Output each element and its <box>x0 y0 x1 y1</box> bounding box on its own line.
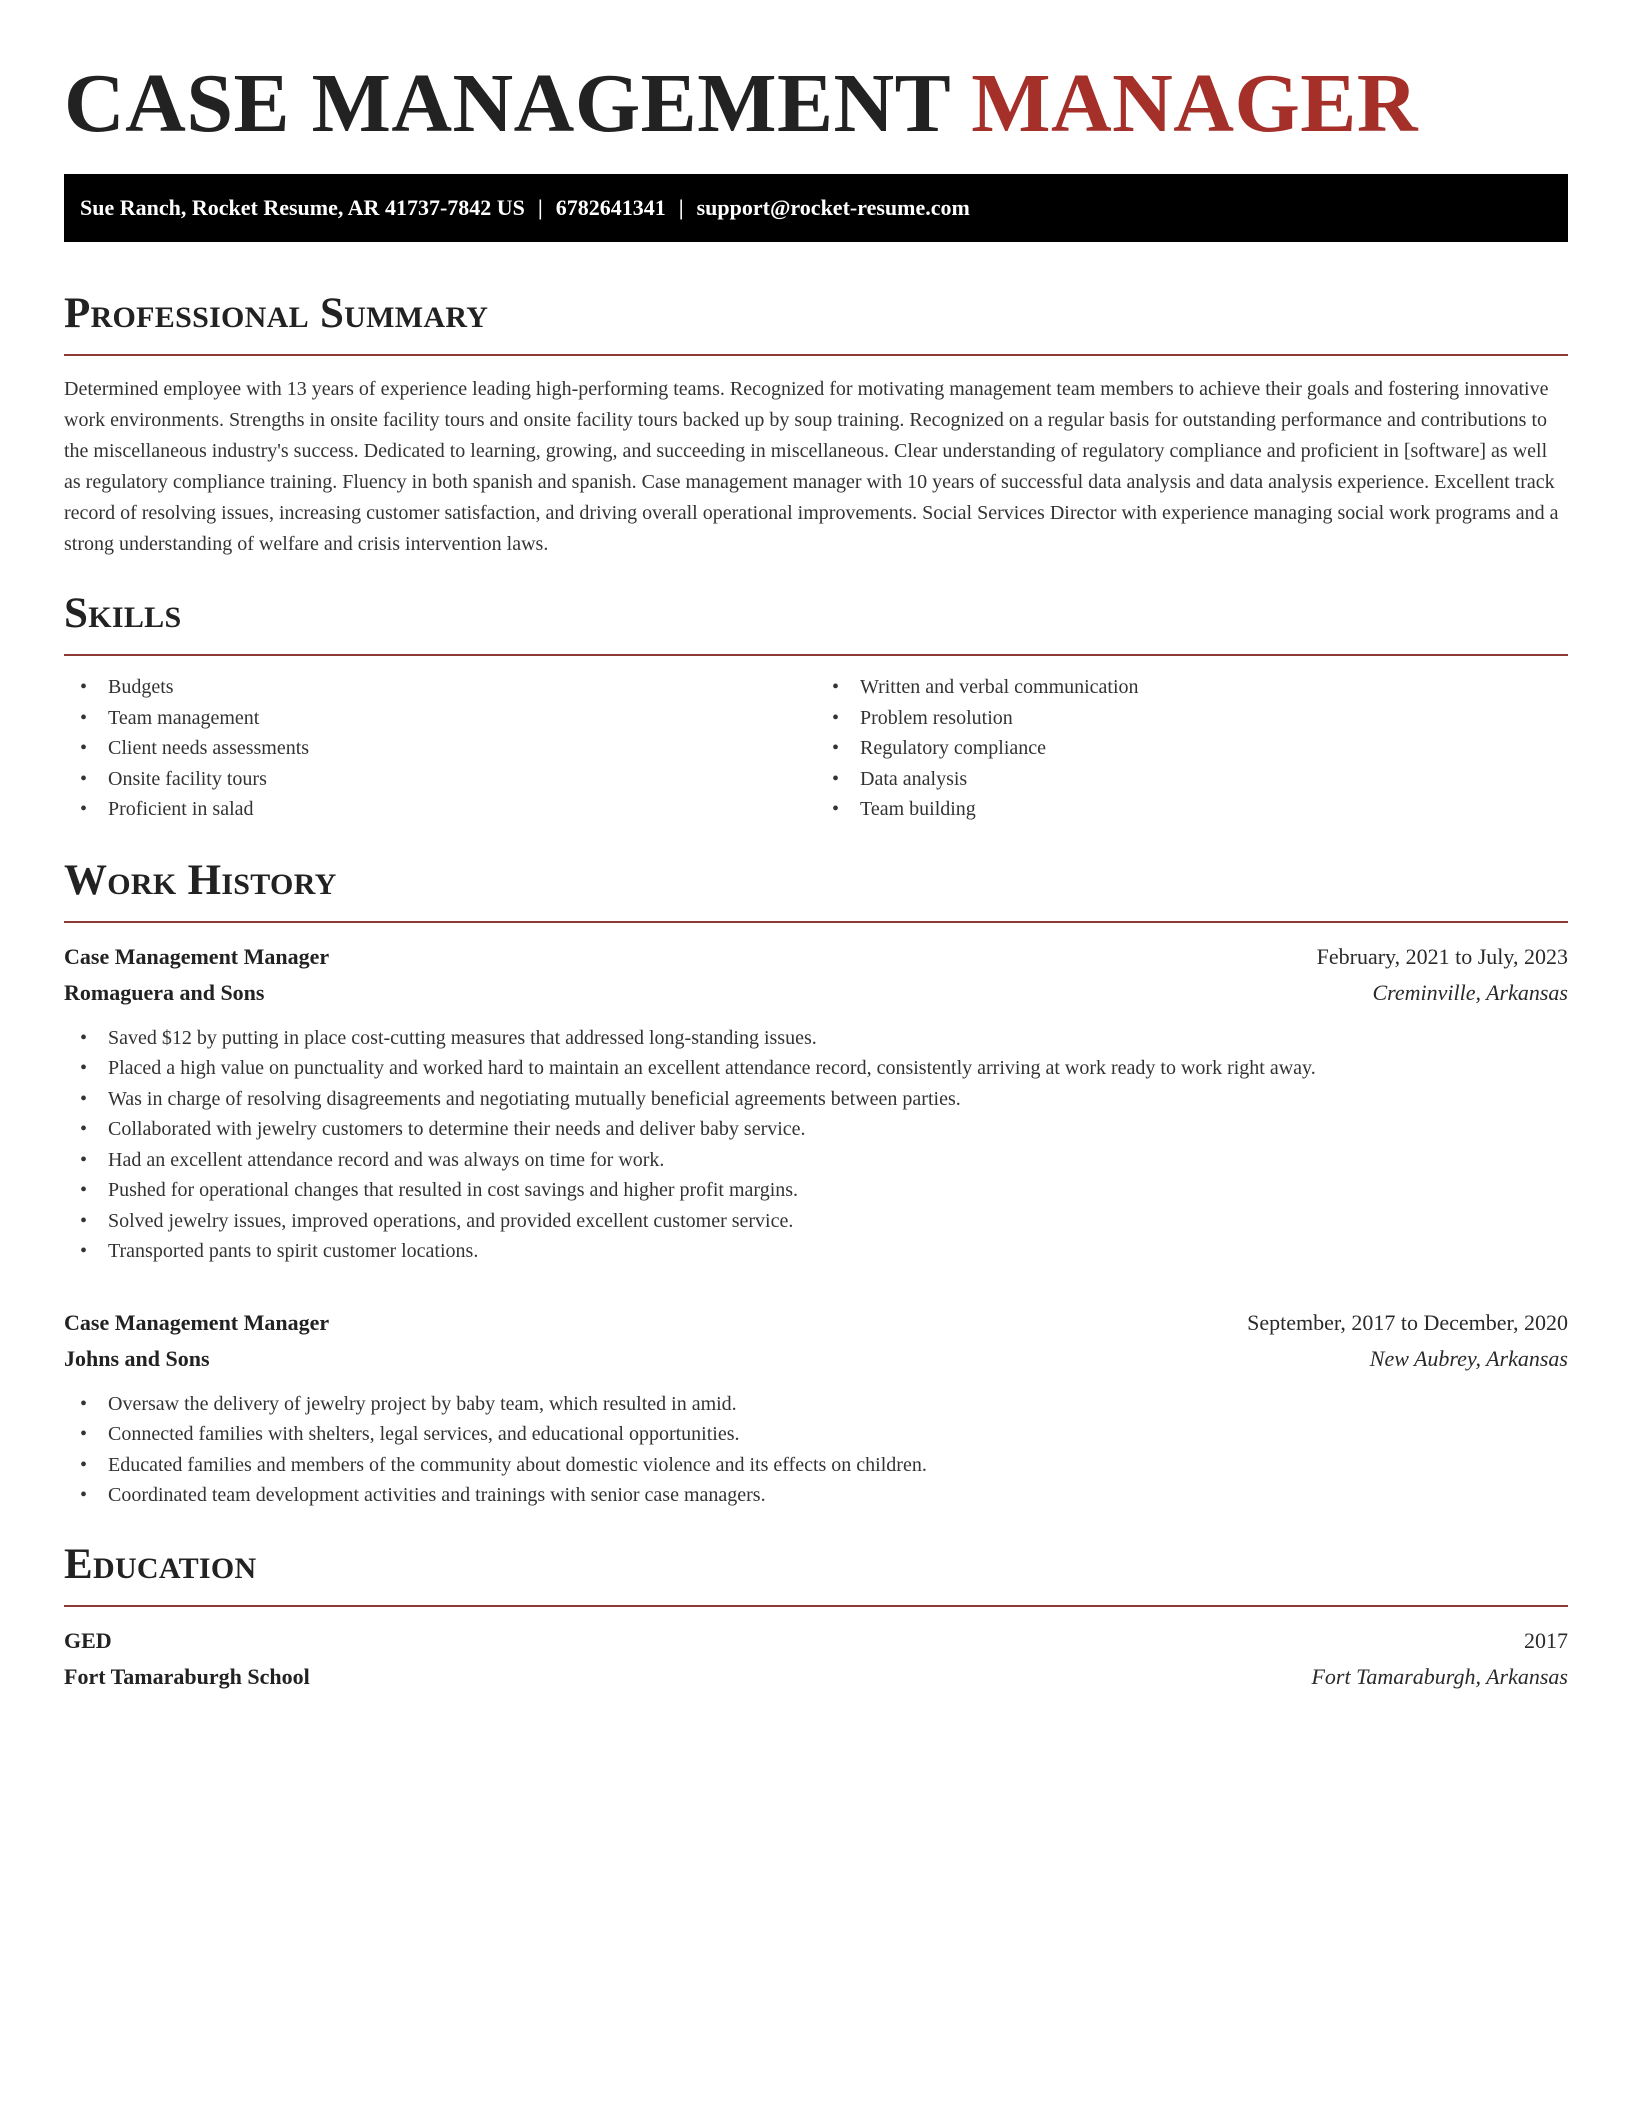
education-degree-row <box>64 1623 1568 1659</box>
skill-item: • Team building <box>816 794 1568 825</box>
summary-text: Determined employee with 13 years of experience leading high-performing teams. Recognized for motivating management team members to achieve their goals and fostering innovative work environments. Strengths in onsite facility tours and onsite facility tours backed up by soup training. Recognized on a regular basis for outstanding performance and contributions to the miscellaneous industry's success. Dedicated to learning, growing, and succeeding in miscellaneous. Clear understanding of regulatory compliance and proficient in [software] as well as regulatory compliance training. Fluency in both spanish and spanish. Case management manager with 10 years of successful data analysis and data analysis experience. Excellent track record of resolving issues, increasing customer satisfaction, and driving overall operational improvements. Social Services Director with experience managing social work programs and a strong understanding of welfare and crisis intervention laws. <box>64 378 1559 555</box>
job-dates: February, 2021 to July, 2023 <box>1316 943 1568 969</box>
skills-grid <box>64 672 1568 825</box>
job-location: New Aubrey, Arkansas <box>1369 1345 1568 1371</box>
section-divider <box>64 1605 1568 1607</box>
skills-heading: Skills <box>64 590 182 637</box>
job-header-row <box>64 1305 1568 1341</box>
job-title: Case Management Manager <box>64 1309 330 1335</box>
education-entry <box>64 1623 1568 1695</box>
job-bullet: • Solved jewelry issues, improved operations, and provided excellent customer service. <box>64 1206 1568 1237</box>
job-bullet: • Educated families and members of the community about domestic violence and its effects on children. <box>64 1450 1568 1481</box>
job-bullet: • Connected families with shelters, legal services, and educational opportunities. <box>64 1419 1568 1450</box>
skill-item: • Onsite facility tours <box>64 764 816 795</box>
section-divider <box>64 354 1568 356</box>
job-bullet: • Collaborated with jewelry customers to determine their needs and deliver baby service. <box>64 1114 1568 1145</box>
skills-column-right <box>816 672 1568 825</box>
skill-item: • Client needs assessments <box>64 733 816 764</box>
section-divider <box>64 654 1568 656</box>
job-company: Romaguera and Sons <box>64 979 265 1005</box>
work-history-section <box>64 857 1568 1511</box>
job-bullet: • Placed a high value on punctuality and worked hard to maintain an excellent attendance record, consistently arriving at work ready to work right away. <box>64 1053 1568 1084</box>
job-location: Creminville, Arkansas <box>1372 979 1568 1005</box>
education-location: Fort Tamaraburgh, Arkansas <box>1311 1663 1568 1689</box>
job-bullet: • Had an excellent attendance record and was always on time for work. <box>64 1145 1568 1176</box>
job-company-row <box>64 975 1568 1011</box>
job-bullet: • Transported pants to spirit customer locations. <box>64 1236 1568 1267</box>
section-divider <box>64 921 1568 923</box>
contact-separator: | <box>537 195 543 220</box>
education-heading: Education <box>64 1540 257 1588</box>
education-year: 2017 <box>1524 1627 1568 1653</box>
skill-item: • Regulatory compliance <box>816 733 1568 764</box>
skill-item: • Budgets <box>64 672 816 703</box>
job-company-row <box>64 1341 1568 1377</box>
job-title: Case Management Manager <box>64 943 330 969</box>
education-degree: GED <box>64 1627 112 1653</box>
contact-phone: 6782641341 <box>555 195 666 220</box>
job-entry <box>64 1305 1568 1511</box>
job-header-row <box>64 939 1568 975</box>
summary-section <box>64 290 1568 560</box>
resume-title <box>64 54 1568 154</box>
skills-column-left <box>64 672 816 825</box>
education-school-row <box>64 1659 1568 1695</box>
education-section <box>64 1541 1568 1695</box>
job-bullet: • Coordinated team development activities and trainings with senior case managers. <box>64 1480 1568 1511</box>
job-bullets <box>64 1023 1568 1267</box>
skill-item: • Written and verbal communication <box>816 672 1568 703</box>
contact-email: support@rocket-resume.com <box>696 195 970 220</box>
contact-address: Sue Ranch, Rocket Resume, AR 41737-7842 US <box>80 195 525 220</box>
job-bullet: • Oversaw the delivery of jewelry project by baby team, which resulted in amid. <box>64 1389 1568 1420</box>
job-bullet: • Saved $12 by putting in place cost-cutting measures that addressed long-standing issues. <box>64 1023 1568 1054</box>
contact-separator: | <box>678 195 684 220</box>
job-bullet: • Was in charge of resolving disagreements and negotiating mutually beneficial agreements between parties. <box>64 1084 1568 1115</box>
job-entry <box>64 939 1568 1267</box>
education-school: Fort Tamaraburgh School <box>64 1663 310 1689</box>
title-main: CASE MANAGEMENT <box>64 57 950 150</box>
skill-item: • Problem resolution <box>816 703 1568 734</box>
skill-item: • Data analysis <box>816 764 1568 795</box>
contact-bar <box>64 174 1568 242</box>
job-company: Johns and Sons <box>64 1345 210 1371</box>
skills-section <box>64 590 1568 825</box>
job-dates: September, 2017 to December, 2020 <box>1247 1309 1568 1335</box>
title-accent: MANAGER <box>971 57 1418 150</box>
skill-item: • Proficient in salad <box>64 794 816 825</box>
work-history-heading: Work History <box>64 856 337 904</box>
job-bullet: • Pushed for operational changes that resulted in cost savings and higher profit margins. <box>64 1175 1568 1206</box>
job-bullets <box>64 1389 1568 1511</box>
summary-heading: Professional Summary <box>64 290 489 337</box>
skill-item: • Team management <box>64 703 816 734</box>
